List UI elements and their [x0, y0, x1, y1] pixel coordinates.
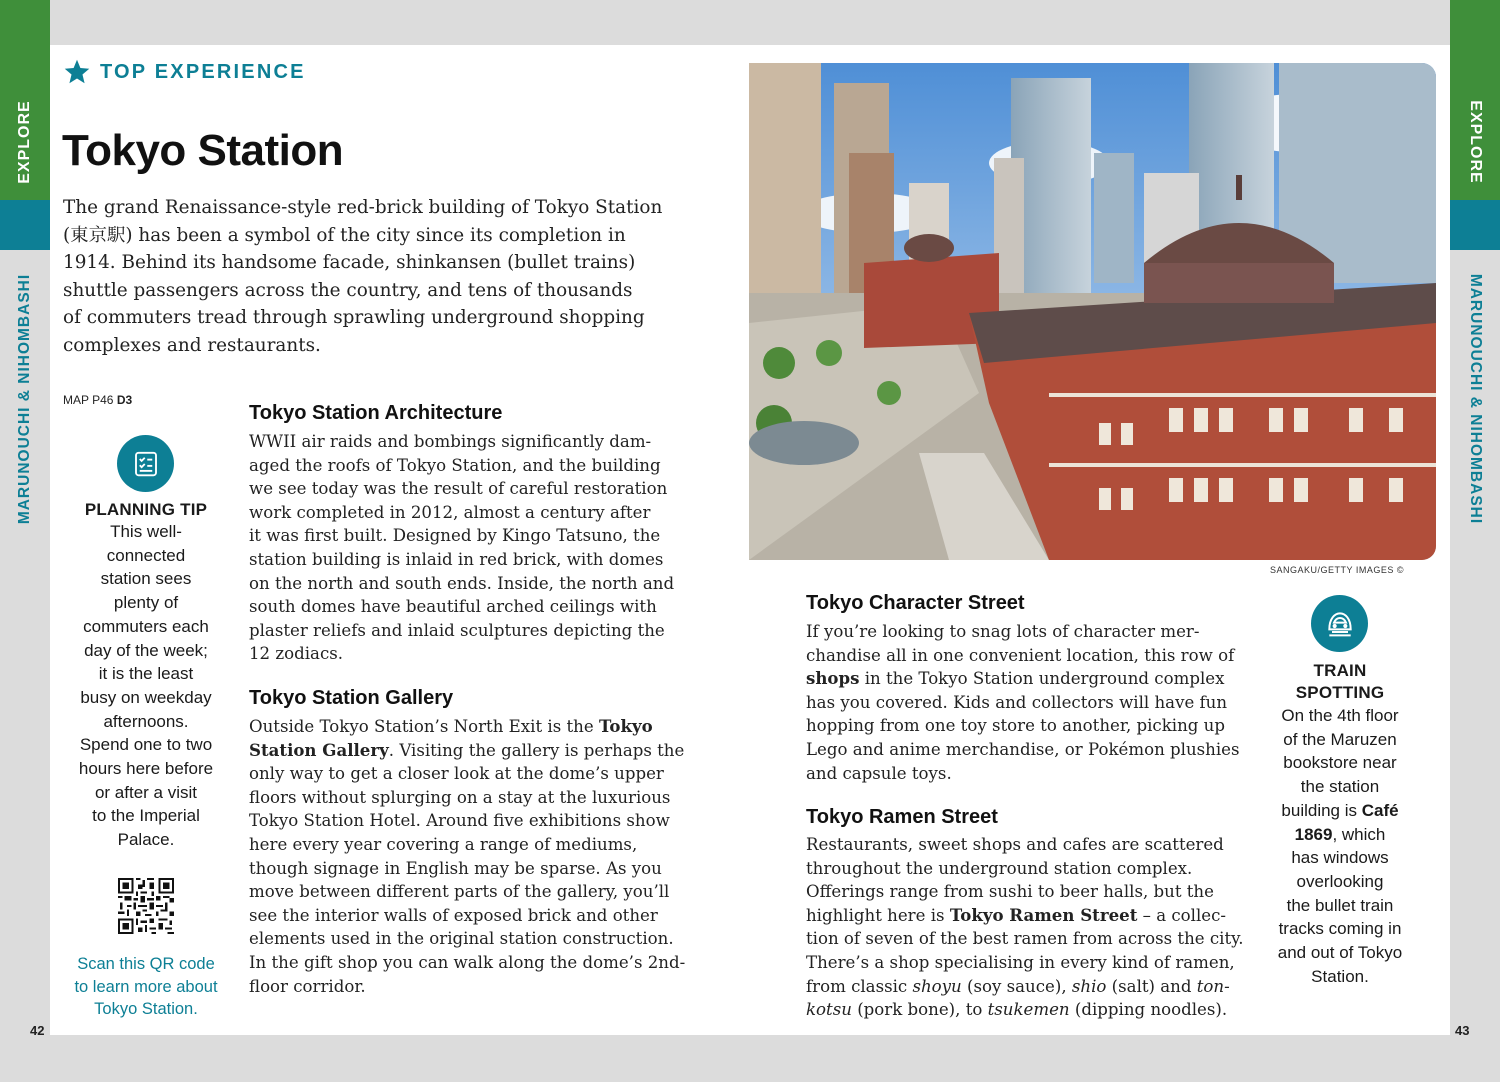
- body-line: and capsule toys.: [806, 763, 952, 783]
- qr-caption-line: to learn more about: [74, 977, 218, 996]
- body-line: [806, 975, 1276, 999]
- body-line: Tokyo Station Hotel. Around five exhibitions show: [249, 811, 670, 831]
- tip-line: station sees: [100, 569, 192, 589]
- body-line: aged the roofs of Tokyo Station, and the building: [249, 455, 661, 475]
- body-line: floors without splurging on a stay at the luxurious: [249, 787, 671, 807]
- italic-term: shoyu: [912, 976, 962, 996]
- text-run: (salt) and: [1106, 976, 1197, 996]
- photo-credit: SANGAKU/GETTY IMAGES ©: [1270, 565, 1404, 575]
- train-icon: [1311, 595, 1368, 652]
- tip-line: or after a visit: [94, 782, 198, 802]
- ramen-street-bold: Tokyo Ramen Street: [949, 904, 1138, 925]
- gallery-body: [249, 715, 709, 998]
- character-street-heading: Tokyo Character Street: [806, 592, 1025, 614]
- text-run: Outside Tokyo Station’s North Exit is the: [249, 717, 599, 736]
- italic-term: tsukemen: [987, 1000, 1070, 1020]
- neighborhood-tab-right[interactable]: MARUNOUCHI & NIHOMBASHI: [1467, 273, 1484, 525]
- tip-line: day of the week;: [84, 640, 208, 660]
- intro-line: of commuters tread through sprawling underground shopping: [63, 307, 645, 328]
- page-title: Tokyo Station: [62, 126, 344, 175]
- body-line: [806, 667, 1266, 691]
- explore-tab-label: EXPLORE: [16, 100, 33, 184]
- train-spotting: [1270, 660, 1410, 988]
- neighborhood-tab-left[interactable]: MARUNOUCHI & NIHOMBASHI: [16, 273, 33, 525]
- intro-paragraph: [63, 194, 703, 359]
- italic-term: ton-: [1196, 976, 1230, 996]
- text-run: from classic: [806, 976, 913, 996]
- body-line: [806, 904, 1276, 928]
- tip-line: Spend one to two: [79, 735, 213, 755]
- text-run: . Visiting the gallery is perhaps the: [388, 740, 685, 760]
- body-line: floor corridor.: [249, 976, 366, 996]
- body-line: throughout the underground station complex.: [806, 858, 1193, 878]
- heading-line: SPOTTING: [1295, 683, 1385, 702]
- character-street-body: [806, 620, 1266, 785]
- text-run: in the Tokyo Station underground complex: [859, 669, 1225, 689]
- top-experience-badge: [62, 58, 306, 86]
- body-line: If you’re looking to snag lots of character mer-: [806, 622, 1200, 641]
- body-line: [806, 998, 1276, 1022]
- tip-line: the station: [1300, 777, 1380, 797]
- ramen-street-heading: Tokyo Ramen Street: [806, 806, 998, 828]
- heading-line: TRAIN: [1313, 661, 1367, 680]
- italic-term: kotsu: [806, 1000, 852, 1020]
- body-line: chandise all in one convenient location, this row of: [806, 645, 1235, 665]
- body-line: Lego and anime merchandise, or Pokémon plushies: [806, 739, 1240, 759]
- qr-caption-line: Tokyo Station.: [94, 1000, 198, 1018]
- cafe-name-bold: 1869: [1294, 824, 1333, 844]
- tip-line: On the 4th floor: [1281, 706, 1399, 725]
- intro-line: (東京駅) has been a symbol of the city since its completion in: [63, 224, 626, 246]
- text-run: (dipping noodles).: [1069, 1000, 1228, 1020]
- photo-illustration: [749, 63, 1436, 560]
- body-line: Offerings range from sushi to beer halls, but the: [806, 882, 1214, 902]
- body-line: though signage in English may be sparse. As you: [249, 858, 662, 878]
- tip-line: afternoons.: [103, 711, 189, 731]
- body-line: south domes have beautiful arched ceilings with: [249, 597, 657, 617]
- intro-line: 1914. Behind its handsome facade, shinkansen (bullet trains): [63, 252, 636, 273]
- body-line: WWII air raids and bombings significantly dam-: [249, 432, 652, 451]
- gallery-name-bold: Tokyo: [598, 716, 653, 736]
- map-reference[interactable]: [63, 393, 132, 407]
- planning-tip-body: [62, 520, 230, 852]
- tip-line: it is the least: [98, 664, 194, 684]
- map-reference-page: MAP P46: [63, 393, 114, 407]
- tip-line: hours here before: [78, 759, 214, 779]
- intro-line: complexes and restaurants.: [63, 334, 321, 356]
- body-line: elements used in the original station construction.: [249, 929, 674, 949]
- tip-line: Palace.: [117, 830, 175, 850]
- body-line: it was first built. Designed by Kingo Tatsuno, the: [249, 526, 661, 546]
- train-spotting-heading: [1270, 660, 1410, 704]
- tip-line: tracks coming in: [1278, 919, 1402, 939]
- intro-line: The grand Renaissance-style red-brick building of Tokyo Station: [63, 197, 663, 218]
- checklist-icon: [117, 435, 174, 492]
- body-line: we see today was the result of careful restoration: [249, 479, 668, 499]
- tip-line: [1270, 799, 1410, 823]
- cafe-name-bold: Café: [1361, 800, 1399, 820]
- left-tab-teal-block: [0, 200, 50, 250]
- qr-caption-line: Scan this QR code: [77, 955, 215, 973]
- tip-line: of the Maruzen: [1283, 729, 1397, 749]
- ramen-street-body: [806, 833, 1276, 1022]
- tip-line: to the Imperial: [92, 806, 200, 826]
- map-reference-grid: D3: [116, 393, 133, 407]
- explore-tab-label: EXPLORE: [1467, 100, 1484, 184]
- tip-line: overlooking: [1296, 871, 1384, 891]
- body-line: In the gift shop you can walk along the dome’s 2nd-: [249, 952, 686, 972]
- body-line: only way to get a closer look at the dome’s upper: [249, 764, 664, 784]
- architecture-body: [249, 430, 709, 666]
- gallery-name-bold: Station Gallery: [249, 739, 389, 760]
- star-icon: [62, 58, 92, 86]
- text-run: , which: [1332, 824, 1386, 844]
- body-line: see the interior walls of exposed brick and other: [249, 905, 658, 925]
- tip-line: Station.: [1311, 966, 1369, 986]
- body-line: here every year covering a range of mediums,: [249, 834, 638, 854]
- body-line: plaster reliefs and inlaid sculptures depicting the: [249, 620, 665, 640]
- body-line: [249, 715, 709, 739]
- tip-line: commuters each: [83, 616, 209, 636]
- tip-line: [1270, 823, 1410, 847]
- explore-tab-right[interactable]: [1450, 0, 1500, 200]
- tip-line: has windows: [1291, 848, 1389, 868]
- body-line: move between different parts of the gallery, you’ll: [249, 882, 670, 902]
- page-number-left: 42: [30, 1023, 45, 1038]
- text-run: (soy sauce),: [961, 976, 1072, 996]
- tip-line: the bullet train: [1286, 895, 1394, 915]
- train-spotting-body: [1270, 704, 1410, 988]
- text-run: building is: [1281, 800, 1362, 820]
- shops-bold: shops: [806, 668, 860, 689]
- text-run: highlight here is: [806, 905, 950, 925]
- planning-tip-heading: PLANNING TIP: [84, 500, 208, 519]
- body-line: tion of seven of the best ramen from across the city.: [806, 929, 1244, 949]
- planning-tip: [62, 500, 230, 852]
- top-experience-label: TOP EXPERIENCE: [100, 60, 306, 83]
- gallery-heading: Tokyo Station Gallery: [249, 687, 454, 709]
- body-line: [249, 739, 709, 763]
- body-line: station building is inlaid in red brick, with domes: [249, 549, 664, 569]
- body-line: work completed in 2012, almost a century after: [249, 502, 651, 522]
- tip-line: and out of Tokyo: [1277, 943, 1403, 963]
- text-run: – a collec-: [1137, 905, 1226, 925]
- italic-term: shio: [1071, 976, 1107, 996]
- body-line: 12 zodiacs.: [249, 644, 344, 664]
- body-line: hopping from one toy store to another, picking up: [806, 716, 1225, 736]
- tokyo-station-photo: [749, 63, 1436, 560]
- page-number-right: 43: [1455, 1023, 1470, 1038]
- tip-line: bookstore near: [1283, 753, 1397, 773]
- tip-line: connected: [106, 545, 186, 565]
- intro-line: shuttle passengers across the country, and tens of thousands: [63, 279, 633, 301]
- tip-line: plenty of: [113, 593, 179, 613]
- tip-line: busy on weekday: [80, 687, 212, 707]
- tip-line: This well-: [110, 522, 182, 541]
- qr-code-icon[interactable]: [118, 878, 174, 934]
- body-line: There’s a shop specialising in every kind of ramen,: [806, 952, 1235, 972]
- right-tab-teal-block: [1450, 200, 1500, 250]
- qr-caption[interactable]: [62, 953, 230, 1021]
- explore-tab-left[interactable]: [0, 0, 50, 200]
- body-line: Restaurants, sweet shops and cafes are scattered: [806, 835, 1224, 854]
- architecture-heading: Tokyo Station Architecture: [249, 402, 503, 424]
- text-run: (pork bone), to: [851, 1000, 988, 1020]
- body-line: has you covered. Kids and collectors will have fun: [806, 692, 1228, 712]
- body-line: on the north and south ends. Inside, the north and: [249, 573, 675, 593]
